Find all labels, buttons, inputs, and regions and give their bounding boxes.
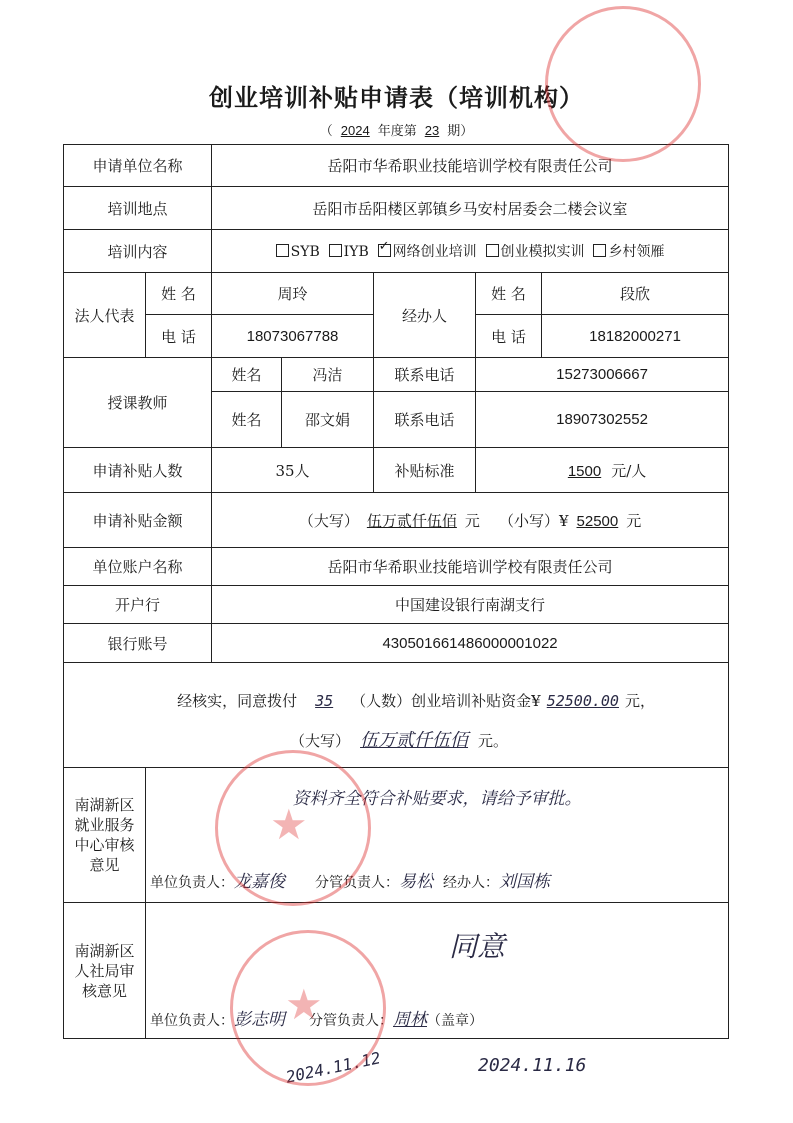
bank-value: 中国建设银行南湖支行 [212,586,729,624]
row-account [64,548,729,586]
row-teacher-1 [64,358,729,392]
teacher-2-phone-label: 联系电话 [374,392,476,448]
option-syb[interactable]: SYB [276,244,320,260]
applicant-label: 申请单位名称 [64,145,212,187]
teacher-2-phone: 18907302552 [476,392,729,448]
amount-lower: 52500 [576,512,619,530]
seal-star-icon: ★ [285,980,323,1029]
row-count [64,448,729,493]
row-bank [64,586,729,624]
period-open: （ [319,123,333,138]
checkbox-icon [276,244,289,257]
row-location [64,187,729,230]
legal-phone-label: 电 话 [146,315,212,358]
option-rural[interactable]: 乡村领雁 [593,244,664,260]
teacher-2-name: 邵文娟 [282,392,374,448]
bureau-date-2: 2024.11.16 [478,1055,587,1076]
row-amount [64,493,729,548]
row-center [64,768,729,903]
handler-name-label: 姓 名 [476,273,542,315]
account-label: 单位账户名称 [64,548,212,586]
bank-label: 开户行 [64,586,212,624]
center-label: 南湖新区就业服务中心审核意见 [64,768,146,903]
teacher-1-phone: 15273006667 [476,358,729,392]
teacher-1-name-label: 姓名 [212,358,282,392]
option-iyb[interactable]: IYB [329,244,369,260]
period-issue: 23 [424,123,440,138]
period-mid: 年度第 [377,123,417,138]
option-network[interactable]: ✓ 网络创业培训 [378,244,477,260]
checkbox-icon [486,244,499,257]
checked-checkbox-icon [378,244,391,257]
form-title: 创业培训补贴申请表（培训机构） [209,83,584,112]
content-options [212,230,729,273]
bureau-approve-sign: 同意 [449,930,506,963]
account-value: 岳阳市华希职业技能培训学校有限责任公司 [212,548,729,586]
amount-value: （大写） 伍万贰仟伍佰 元 （小写）¥ 52500 元 [212,493,729,548]
legal-name-label: 姓 名 [146,273,212,315]
row-approval [64,663,729,768]
period-close: 期） [447,123,474,138]
count-label: 申请补贴人数 [64,448,212,493]
handler-label: 经办人 [374,273,476,358]
standard-value: 1500 元/人 [476,448,729,493]
amount-label: 申请补贴金额 [64,493,212,548]
checkbox-icon [329,244,342,257]
legal-rep-label: 法人代表 [64,273,146,358]
amount-upper: 伍万贰仟伍佰 [366,511,457,530]
legal-name-value: 周玲 [212,273,374,315]
count-value: 35人 [212,448,374,493]
period-year: 2024 [340,123,370,138]
teacher-2-name-label: 姓名 [212,392,282,448]
teacher-1-name: 冯洁 [282,358,374,392]
row-legal-name [64,273,729,315]
handler-phone-label: 电 话 [476,315,542,358]
checkbox-icon [593,244,606,257]
row-bank-no [64,624,729,663]
official-seal-top [545,6,701,162]
center-signatures: 单位负责人：龙嘉俊 分管负责人：易松 经办人：刘国栋 [150,872,550,892]
standard-label: 补贴标准 [374,448,476,493]
location-label: 培训地点 [64,187,212,230]
center-opinion: 资料齐全符合补贴要求，请给予审批。 [292,789,582,809]
option-simulation[interactable]: 创业模拟实训 [486,244,585,260]
location-value: 岳阳市岳阳楼区郭镇乡马安村居委会二楼会议室 [212,187,729,230]
bank-no-value: 430501661486000001022 [212,624,729,663]
bureau-label: 南湖新区人社局审核意见 [64,903,146,1039]
approval-text: 经核实，同意拨付 35 （人数）创业培训补贴资金¥ 52500.00 元， （大写） 伍万贰仟伍佰 元。 [64,663,729,768]
teachers-label: 授课教师 [64,358,212,448]
subsidy-form-table [63,144,729,1039]
legal-phone-value: 18073067788 [212,315,374,358]
teacher-1-phone-label: 联系电话 [374,358,476,392]
bureau-signatures: 单位负责人：彭志明 分管负责人：周林（盖章） [150,1010,483,1030]
applicant-value: 岳阳市华希职业技能培训学校有限责任公司 [212,145,729,187]
row-content [64,230,729,273]
bureau-date-1: 2024.11.12 [284,1048,383,1087]
handler-name-value: 段欣 [542,273,729,315]
content-label: 培训内容 [64,230,212,273]
seal-star-icon: ★ [270,800,308,849]
row-bureau [64,903,729,1039]
bank-no-label: 银行账号 [64,624,212,663]
handler-phone-value: 18182000271 [542,315,729,358]
